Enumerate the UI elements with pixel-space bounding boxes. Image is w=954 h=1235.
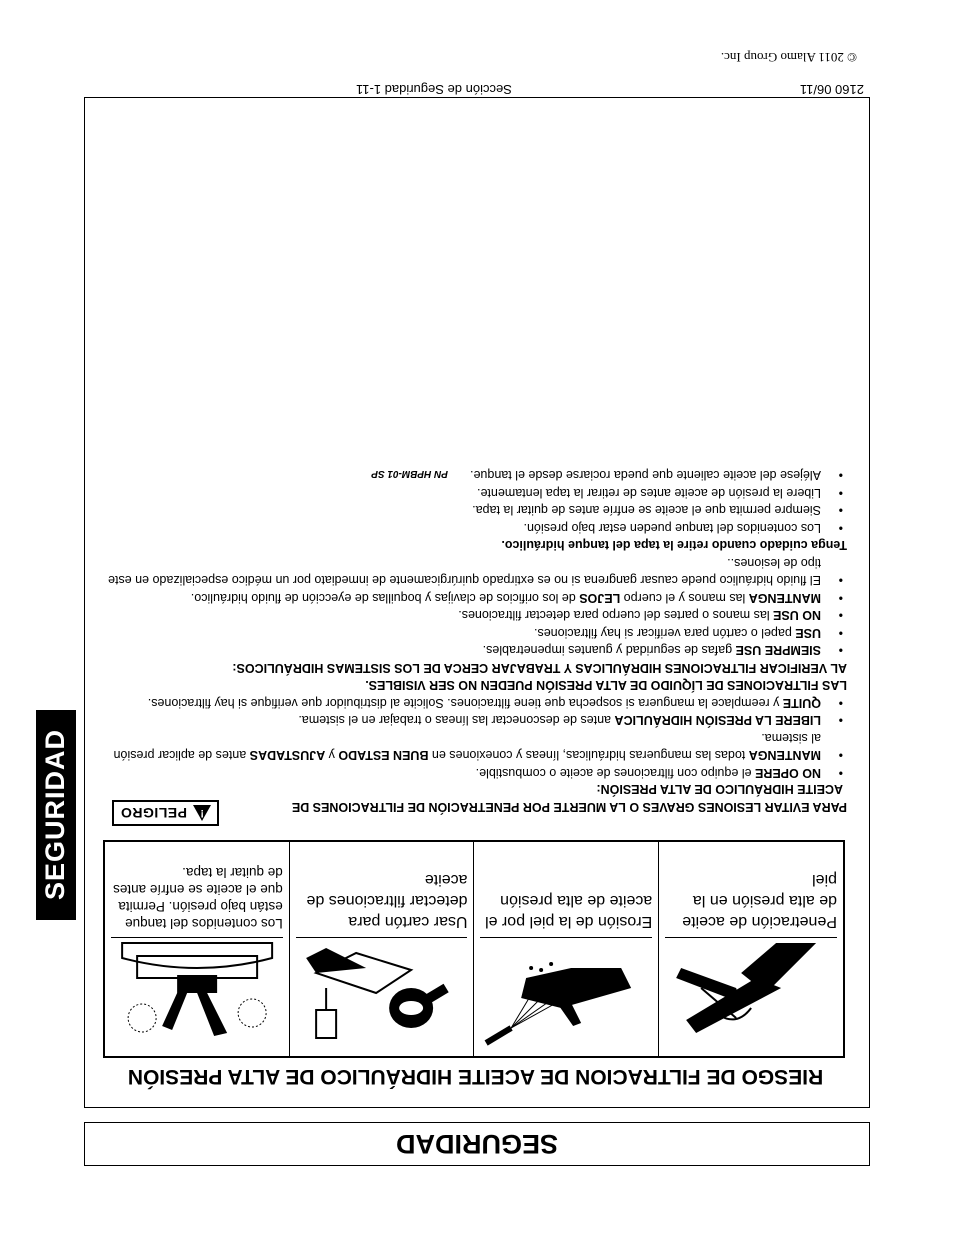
list-item: • Aléjese del aceite caliente que pueda rociarse desde el tanque.PN HPBM-01 SP xyxy=(107,465,847,484)
list-item: • El fluido hidráulico puede causar gangrena si no es extirpado quirúrgicamente de inmediato por un médico especializado en este tipo de lesiones.. xyxy=(107,554,847,589)
panel-caption: Erosión de la piel por el aceite de alta presión xyxy=(485,892,653,930)
bullet-list-d xyxy=(107,465,847,536)
panel-caption: Los contenidos del tanque están bajo presión. Permita que el aceite se enfríe antes de quitar la tapa. xyxy=(113,865,283,931)
peligro-label: PELIGRO xyxy=(120,805,187,821)
copyright: © 2011 Alamo Group Inc. xyxy=(720,50,857,65)
panel-tank-pressure xyxy=(105,842,289,1056)
skin-penetration-icon xyxy=(665,937,837,1048)
safety-content-box xyxy=(84,97,870,1108)
section-heading: AL VERIFICAR FILTRACIONES HIDRÁULICAS Y TRABAJAR CERCA DE LOS SISTEMAS HIDRÁULICOS: xyxy=(232,661,847,675)
list-item: • SIEMPRE USE gafas de seguridad y guantes impenetrables. xyxy=(107,641,847,659)
section-heading: LAS FILTRACIONES DE LÍQUIDO DE ALTA PRESIÓN PUEDEN NO SER VISIBLES. xyxy=(365,678,847,693)
skin-erosion-icon xyxy=(481,937,653,1048)
warning-heading-line1: PARA EVITAR LESIONES GRAVES O LA MUERTE POR PENETRACIÓN DE FILTRACIONES DE xyxy=(291,800,847,814)
section-title: SEGURIDAD xyxy=(396,1129,559,1160)
footer-model-date: 2160 06/11 xyxy=(799,82,864,97)
list-item: • Libere la presión de aceite antes de retirar la tapa lentamente. xyxy=(107,484,847,502)
section-heading: Tenga cuidado cuando retire la tapa del tanque hidráulico. xyxy=(501,538,847,553)
hazard-title: RIESGO DE FILTRACION DE ACEITE HIDRÁULICO DE ALTA PRESIÓN xyxy=(127,1065,824,1088)
cardboard-check-icon xyxy=(296,937,468,1048)
list-item: • NO USE las manos o partes del cuerpo para detectar filtraciones. xyxy=(107,606,847,624)
section-title-box xyxy=(84,1122,870,1166)
list-item: • MANTENGA las manos y el cuerpo LEJOS de los orificios de clavijas y boquillas de eyección de fluido hidráulico. xyxy=(107,589,847,607)
list-item: • USE papel o cartón para verificar si hay filtraciones. xyxy=(107,624,847,642)
panel-cardboard-check xyxy=(289,842,474,1056)
bullet-list-a xyxy=(107,694,847,782)
list-item: • LIBERE LA PRESIÓN HIDRÁULICA antes de desconectar las líneas o trabajar en el sistema. xyxy=(107,711,847,729)
panel-skin-penetration xyxy=(658,842,843,1056)
side-tab-seguridad xyxy=(36,710,76,920)
list-item: • Los contenidos del tanque pueden estar bajo presión. xyxy=(107,519,847,537)
list-item: • Siempre permita que el aceite se enfríe antes de quitar la tapa. xyxy=(107,501,847,519)
panel-caption: Usar cartón para detectar filtraciones de aceite xyxy=(306,871,468,930)
footer-section-page: Sección de Seguridad 1-11 xyxy=(356,82,512,97)
panel-caption: Penetración de aceite de alta presión en la piel xyxy=(682,871,837,930)
list-item: • MANTENGA todas las mangueras hidráulicas, líneas y conexiones en BUEN ESTADO y AJUSTADAS antes de aplicar presión al sistema. xyxy=(107,729,847,764)
bullet-list-c xyxy=(107,554,847,659)
hazard-illustration-panels xyxy=(103,840,845,1058)
side-tab-label: SEGURIDAD xyxy=(40,729,71,901)
page-footer xyxy=(86,79,870,97)
safety-instructions xyxy=(107,465,847,781)
tank-pressure-icon xyxy=(111,937,283,1048)
list-item: • NO OPERE el equipo con filtraciones de aceite o combustible. xyxy=(107,764,847,782)
list-item: • QUITE y reemplace la manguera si sospecha que tiene filtraciones. Solicite al distribuidor que verifique si hay filtraciones. xyxy=(107,694,847,712)
warning-heading-line2: ACEITE HIDRÁULICO DE ALTA PRESIÓN: xyxy=(596,782,843,796)
panel-skin-erosion xyxy=(474,842,659,1056)
part-number: PN HPBM-01 SP xyxy=(371,468,449,480)
